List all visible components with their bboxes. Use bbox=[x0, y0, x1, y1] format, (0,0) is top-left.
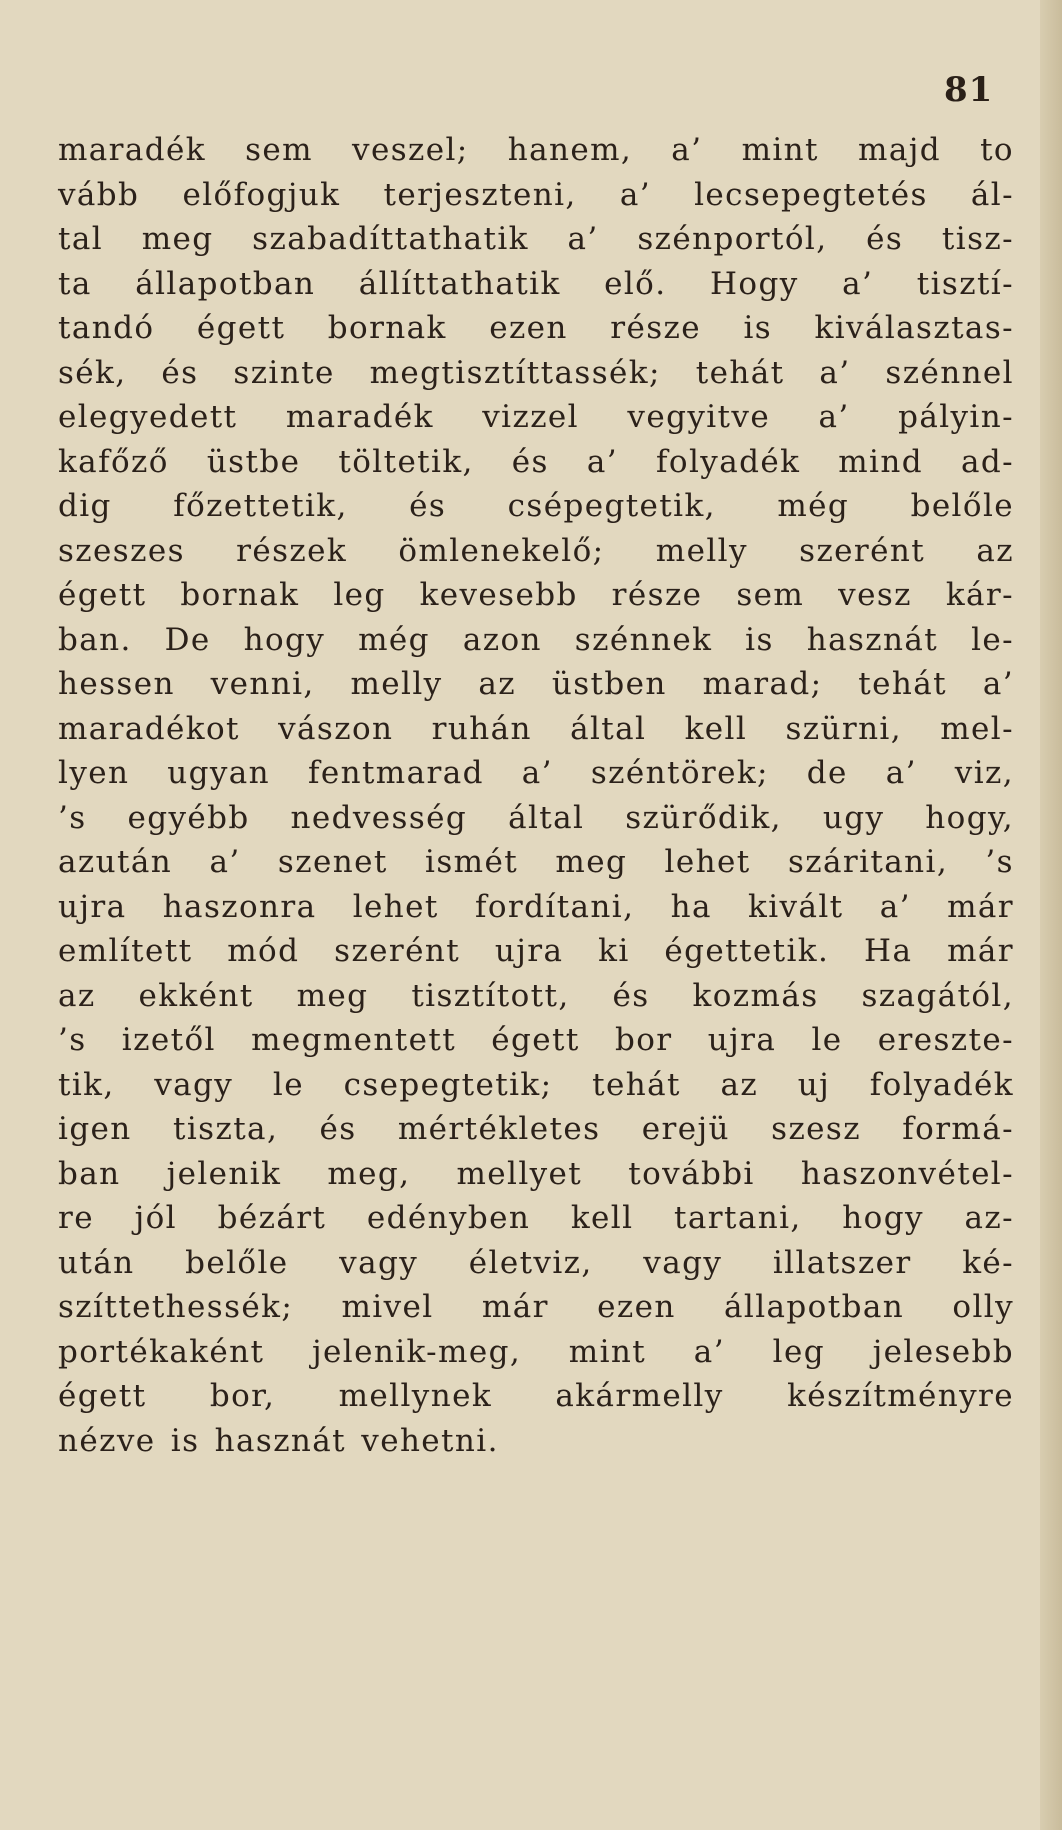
text-line: dig főzettetik, és csépegtetik, még belőle bbox=[58, 488, 1014, 524]
body-text bbox=[58, 128, 1014, 1463]
text-line: ban. De hogy még azon szénnek is hasznát le- bbox=[58, 621, 1014, 658]
page-number: 81 bbox=[944, 70, 994, 110]
text-line: azután a’ szenet ismét meg lehet száritani, ’s bbox=[58, 844, 1014, 880]
text-line: tandó égett bornak ezen része is kiválasztas- bbox=[58, 310, 1014, 346]
text-line: ta állapotban állíttathatik elő. Hogy a’ tisztí- bbox=[58, 265, 1014, 302]
text-line: ban jelenik meg, mellyet további haszonvétel- bbox=[58, 1155, 1014, 1192]
text-line: igen tiszta, és mértékletes erejü szesz formá- bbox=[58, 1111, 1014, 1147]
text-line: maradék sem veszel; hanem, a’ mint majd to bbox=[58, 132, 1014, 168]
text-line: portékaként jelenik-meg, mint a’ leg jelesebb bbox=[58, 1333, 1014, 1370]
text-line: hessen venni, melly az üstben marad; tehát a’ bbox=[58, 666, 1014, 702]
text-line: maradékot vászon ruhán által kell szürni, mel- bbox=[58, 710, 1014, 747]
text-line: említett mód szerént ujra ki égettetik. Ha már bbox=[58, 933, 1014, 969]
text-line: ’s egyébb nedvesség által szürődik, ugy hogy, bbox=[58, 799, 1014, 836]
text-line: lyen ugyan fentmarad a’ széntörek; de a’ viz, bbox=[58, 755, 1014, 791]
text-line: ’s izetől megmentett égett bor ujra le ereszte- bbox=[58, 1022, 1014, 1058]
text-line: égett bor, mellynek akármelly készítményre bbox=[58, 1378, 1014, 1414]
text-line: ujra haszonra lehet fordítani, ha kivált a’ már bbox=[58, 888, 1014, 925]
text-line: elegyedett maradék vizzel vegyitve a’ pályin- bbox=[58, 399, 1014, 435]
text-line: égett bornak leg kevesebb része sem vesz kár- bbox=[58, 577, 1014, 613]
text-line: szeszes részek ömlenekelő; melly szerént az bbox=[58, 532, 1014, 569]
text-line: szíttethessék; mivel már ezen állapotban olly bbox=[58, 1289, 1014, 1325]
text-line: kafőző üstbe töltetik, és a’ folyadék mind ad- bbox=[58, 443, 1014, 480]
text-line: vább előfogjuk terjeszteni, a’ lecsepegtetés ál- bbox=[58, 176, 1014, 213]
text-line-last: nézve is hasznát vehetni. bbox=[58, 1422, 499, 1459]
text-line: után belőle vagy életviz, vagy illatszer ké- bbox=[58, 1244, 1014, 1281]
text-line: tal meg szabadíttathatik a’ szénportól, és tisz- bbox=[58, 221, 1014, 257]
text-line: re jól bézárt edényben kell tartani, hogy az- bbox=[58, 1200, 1014, 1236]
page-edge bbox=[1040, 0, 1062, 1830]
text-line: az ekként meg tisztított, és kozmás szagától, bbox=[58, 977, 1014, 1014]
text-line: tik, vagy le csepegtetik; tehát az uj folyadék bbox=[58, 1066, 1014, 1103]
text-line: sék, és szinte megtisztíttassék; tehát a’ szénnel bbox=[58, 354, 1014, 391]
